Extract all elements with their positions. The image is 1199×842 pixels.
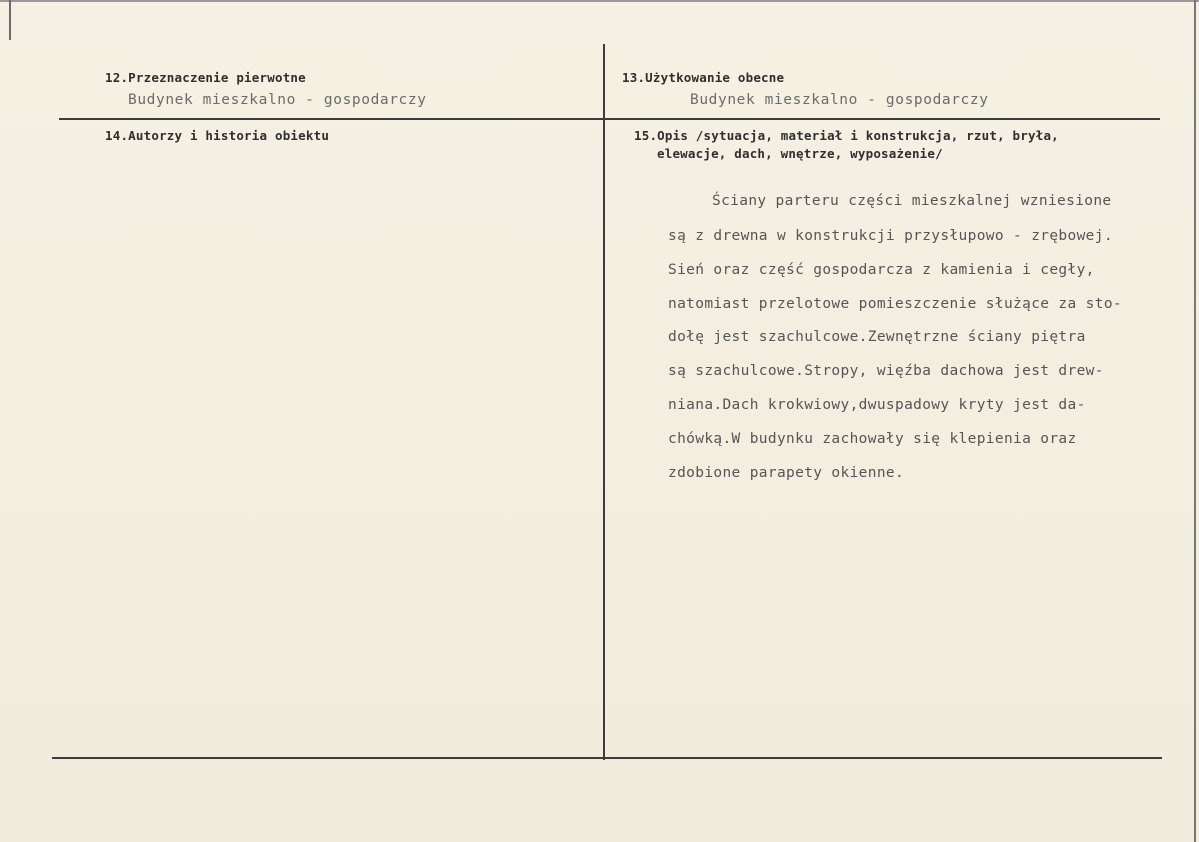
card-right-edge [1194,0,1196,842]
field-15-label-line1: 15.Opis /sytuacja, materiał i konstrukcja, rzut, bryła, [634,128,1059,143]
description-line: Sień oraz część gospodarcza z kamienia i cegły, [668,262,1095,278]
description-line: zdobione parapety okienne. [668,465,905,481]
description-line: niana.Dach krokwiowy,dwuspadowy kryty jest da- [668,397,1086,413]
description-line: Ściany parteru części mieszkalnej wzniesione [712,193,1112,209]
field-12-value: Budynek mieszkalno - gospodarczy [128,92,427,108]
description-line: są szachulcowe.Stropy, więźba dachowa jest drew- [668,363,1104,379]
row-divider-top [59,118,1160,120]
description-line: są z drewna w konstrukcji przysłupowo - zrębowej. [668,228,1113,244]
row-divider-bottom [52,757,1162,759]
card-left-edge [9,0,11,40]
card-top-edge [0,0,1199,2]
field-13-value: Budynek mieszkalno - gospodarczy [690,92,989,108]
field-15-label-line2: elewacje, dach, wnętrze, wyposażenie/ [657,146,943,161]
field-13-label: 13.Użytkowanie obecne [622,70,785,85]
field-12-label: 12.Przeznaczenie pierwotne [105,70,306,85]
column-divider [603,44,605,760]
description-line: natomiast przelotowe pomieszczenie służące za sto- [668,296,1122,312]
field-14-label: 14.Autorzy i historia obiektu [105,128,330,143]
description-line: chówką.W budynku zachowały się klepienia oraz [668,431,1077,447]
description-line: dołę jest szachulcowe.Zewnętrzne ściany piętra [668,329,1086,345]
